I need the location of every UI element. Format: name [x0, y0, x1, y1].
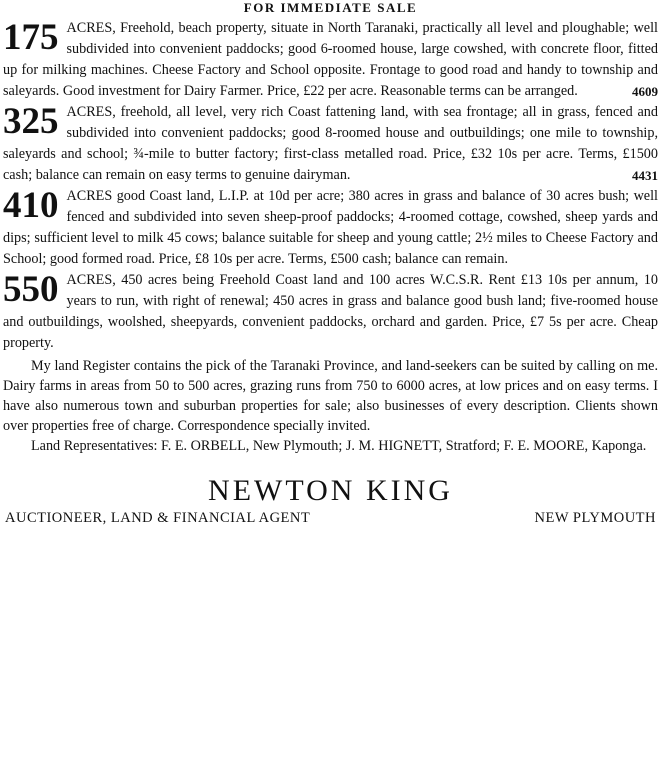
- reference-number: 4609: [632, 84, 658, 99]
- listing-text: ACRES, freehold, all level, very rich Coast fattening land, with sea frontage; all in grass, fenced and subdivided into convenient paddocks; good 8-roomed house and outbuildings; one mile to township, saleyards and school; ¾-mile to butter factory; first-class metalled road. Price, £32 10s per acre. Terms, £1500 cash; balance can remain on easy terms to genuine dairyman.: [3, 104, 658, 183]
- listing-550-acres: [3, 270, 658, 354]
- acreage-number: 175: [3, 17, 59, 58]
- listing-text: ACRES, 450 acres being Freehold Coast land and 100 acres W.C.S.R. Rent £13 10s per annum, 10 years to run, with right of renewal; 450 acres in grass and balance good bush land; five-roomed house and outbuildings, woolshed, sheepyards, convenient paddocks, orchard and garden. Price, £7 5s per acre. Cheap property.: [3, 272, 658, 351]
- agent-title: AUCTIONEER, LAND & FINANCIAL AGENT: [5, 510, 311, 526]
- land-representatives: Land Representatives: F. E. ORBELL, New Plymouth; J. M. HIGNETT, Stratford; F. E. MOORE, Kaponga.: [31, 438, 647, 454]
- listing-text: ACRES, Freehold, beach property, situate in North Taranaki, practically all level and ploughable; well subdivided into convenient paddocks; good 6-roomed house, large cowshed, with concrete floor, fitted up for milking machines. Cheese Factory and School opposite. Frontage to good road and handy to township and saleyards. Good investment for Dairy Farmer. Price, £22 per acre. Reasonable terms can be arranged.: [3, 20, 658, 99]
- acreage-number: 325: [3, 101, 59, 142]
- listing-text: ACRES good Coast land, L.I.P. at 10d per acre; 380 acres in grass and balance of 30 acres bush; well fenced and subdivided into seven sheep-proof paddocks; 4-roomed cottage, cowshed, sheep yards and dips; sufficient level to milk 45 cows; balance suitable for sheep and young cattle; 2½ miles to Cheese Factory and School; good formed road. Price, £8 10s per acre. Terms, £500 cash; balance can remain.: [3, 188, 658, 267]
- listing-175-acres: [3, 18, 658, 102]
- reference-number: 4431: [632, 168, 658, 183]
- land-register-paragraph: [3, 356, 658, 456]
- agent-name: NEWTON KING: [208, 474, 453, 507]
- listing-325-acres: [3, 102, 658, 186]
- acreage-number: 550: [3, 269, 59, 310]
- register-text: My land Register contains the pick of the Taranaki Province, and land-seekers can be suited by calling on me. Dairy farms in areas from 50 to 500 acres, grazing runs from 750 to 6000 acres, at low prices and on easy terms. I have also numerous town and suburban properties for sale; also businesses of every description. Clients shown over properties free of charge. Correspondence specially invited.: [3, 358, 658, 434]
- agent-footer-line: [3, 508, 658, 528]
- header-title: FOR IMMEDIATE SALE: [243, 0, 418, 15]
- listing-410-acres: [3, 186, 658, 270]
- acreage-number: 410: [3, 185, 59, 226]
- agent-location: NEW PLYMOUTH: [534, 510, 656, 526]
